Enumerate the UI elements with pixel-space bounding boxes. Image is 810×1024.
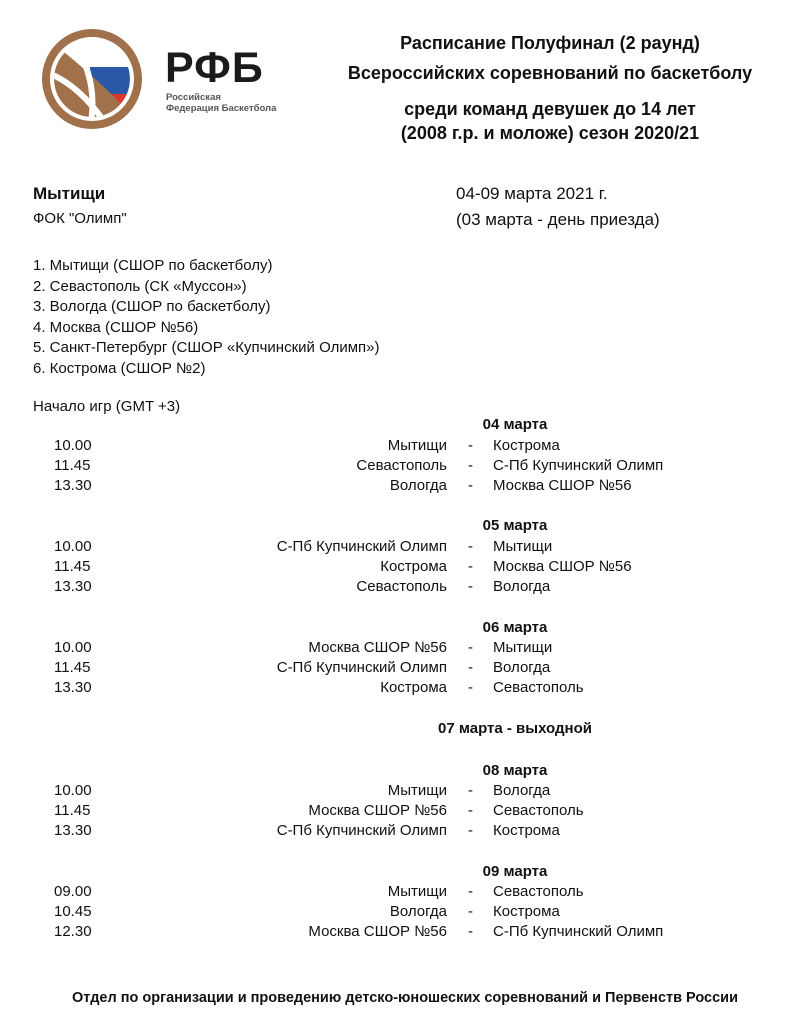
game-row: [0, 578, 810, 598]
team-item: 6. Кострома (СШОР №2): [33, 359, 206, 377]
match-dash: -: [468, 477, 473, 494]
game-row: [0, 558, 810, 578]
away-team: Севастополь: [493, 679, 584, 696]
team-item: 3. Вологда (СШОР по баскетболу): [33, 298, 271, 315]
rfb-logo-icon: [30, 27, 160, 131]
logo-abbreviation: РФБ: [165, 44, 264, 92]
city-name: Мытищи: [33, 184, 106, 203]
home-team: Вологда: [389, 477, 447, 494]
home-team: Москва СШОР №56: [308, 923, 447, 940]
game-row: [0, 679, 810, 699]
match-dash: -: [468, 782, 473, 799]
home-team: Кострома: [380, 558, 447, 575]
game-time: 10.00: [54, 538, 92, 555]
home-team: Севастополь: [356, 578, 447, 595]
home-team: Мытищи: [387, 782, 447, 799]
game-row: [0, 477, 810, 497]
away-team: Вологда: [493, 782, 551, 799]
day-header: 08 марта: [482, 762, 548, 779]
game-row: [0, 923, 810, 943]
arrival-note: (03 марта - день приезда): [456, 210, 660, 229]
game-row: [0, 903, 810, 923]
match-dash: -: [468, 883, 473, 900]
game-time: 10.00: [54, 639, 92, 656]
team-list: [33, 256, 379, 379]
away-team: С-Пб Купчинский Олимп: [493, 923, 664, 940]
match-dash: -: [468, 578, 473, 595]
match-dash: -: [468, 923, 473, 940]
match-dash: -: [468, 659, 473, 676]
game-time: 09.00: [54, 883, 92, 900]
home-team: Кострома: [380, 679, 447, 696]
home-team: С-Пб Купчинский Олимп: [276, 822, 447, 839]
home-team: С-Пб Купчинский Олимп: [276, 659, 447, 676]
home-team: Москва СШОР №56: [308, 639, 447, 656]
logo-subtitle-line2: Федерация Баскетбола: [166, 103, 277, 114]
home-team: Мытищи: [387, 437, 447, 454]
game-time: 13.30: [54, 822, 92, 839]
game-time: 13.30: [54, 477, 92, 494]
match-dash: -: [468, 437, 473, 454]
home-team: Севастополь: [356, 457, 447, 474]
game-time: 13.30: [54, 578, 92, 595]
away-team: Вологда: [493, 659, 551, 676]
team-item: 4. Москва (СШОР №56): [33, 318, 199, 336]
team-item: 2. Севастополь (СК «Муссон»): [33, 277, 247, 295]
game-row: [0, 883, 810, 903]
game-time: 10.00: [54, 782, 92, 799]
footer-department: Отдел по организации и проведению детско-юношеских соревнований и Первенств России: [72, 990, 738, 1006]
away-team: Мытищи: [493, 639, 553, 656]
document-title-line3: среди команд девушек до 14 лет: [404, 99, 696, 119]
venue-name: ФОК "Олимп": [33, 210, 127, 227]
away-team: С-Пб Купчинский Олимп: [493, 457, 664, 474]
rest-day-header: 07 марта - выходной: [437, 720, 592, 737]
day-header: 06 марта: [482, 619, 548, 636]
match-dash: -: [468, 457, 473, 474]
document-title-line1: Расписание Полуфинал (2 раунд): [400, 33, 700, 53]
game-time: 13.30: [54, 679, 92, 696]
day-header: 09 марта: [482, 863, 548, 880]
match-dash: -: [468, 538, 473, 555]
game-time: 10.45: [54, 903, 92, 920]
match-dash: -: [468, 822, 473, 839]
day-header: 05 марта: [482, 517, 548, 534]
match-dash: -: [468, 558, 473, 575]
game-time: 12.30: [54, 923, 92, 940]
game-row: [0, 437, 810, 457]
away-team: Севастополь: [493, 802, 584, 819]
game-row: [0, 639, 810, 659]
start-time-note: Начало игр (GMT +3): [33, 398, 181, 415]
home-team: Вологда: [389, 903, 447, 920]
document-title-line2: Всероссийских соревнований по баскетболу: [347, 63, 753, 83]
match-dash: -: [468, 639, 473, 656]
game-time: 11.45: [54, 457, 91, 474]
game-row: [0, 457, 810, 477]
away-team: Кострома: [493, 437, 560, 454]
game-row: [0, 538, 810, 558]
home-team: С-Пб Купчинский Олимп: [276, 538, 447, 555]
game-time: 11.45: [54, 802, 91, 819]
game-row: [0, 782, 810, 802]
away-team: Мытищи: [493, 538, 553, 555]
home-team: Мытищи: [387, 883, 447, 900]
match-dash: -: [468, 802, 473, 819]
match-dash: -: [468, 903, 473, 920]
away-team: Москва СШОР №56: [493, 558, 632, 575]
away-team: Москва СШОР №56: [493, 477, 632, 494]
game-row: [0, 659, 810, 679]
away-team: Кострома: [493, 822, 560, 839]
tournament-dates: 04-09 марта 2021 г.: [456, 184, 608, 203]
game-row: [0, 822, 810, 842]
day-header: 04 марта: [482, 416, 548, 433]
game-row: [0, 802, 810, 822]
match-dash: -: [468, 679, 473, 696]
team-item: 5. Санкт-Петербург (СШОР «Купчинский Олимп»): [33, 339, 380, 356]
team-item: 1. Мытищи (СШОР по баскетболу): [33, 257, 273, 274]
game-time: 11.45: [54, 659, 91, 676]
away-team: Вологда: [493, 578, 551, 595]
game-time: 10.00: [54, 437, 92, 454]
away-team: Севастополь: [493, 883, 584, 900]
logo-subtitle-line1: Российская: [166, 92, 221, 103]
logo-subtitle: [166, 92, 276, 114]
home-team: Москва СШОР №56: [308, 802, 447, 819]
game-time: 11.45: [54, 558, 91, 575]
document-title-line4: (2008 г.р. и моложе) сезон 2020/21: [400, 123, 700, 143]
away-team: Кострома: [493, 903, 560, 920]
